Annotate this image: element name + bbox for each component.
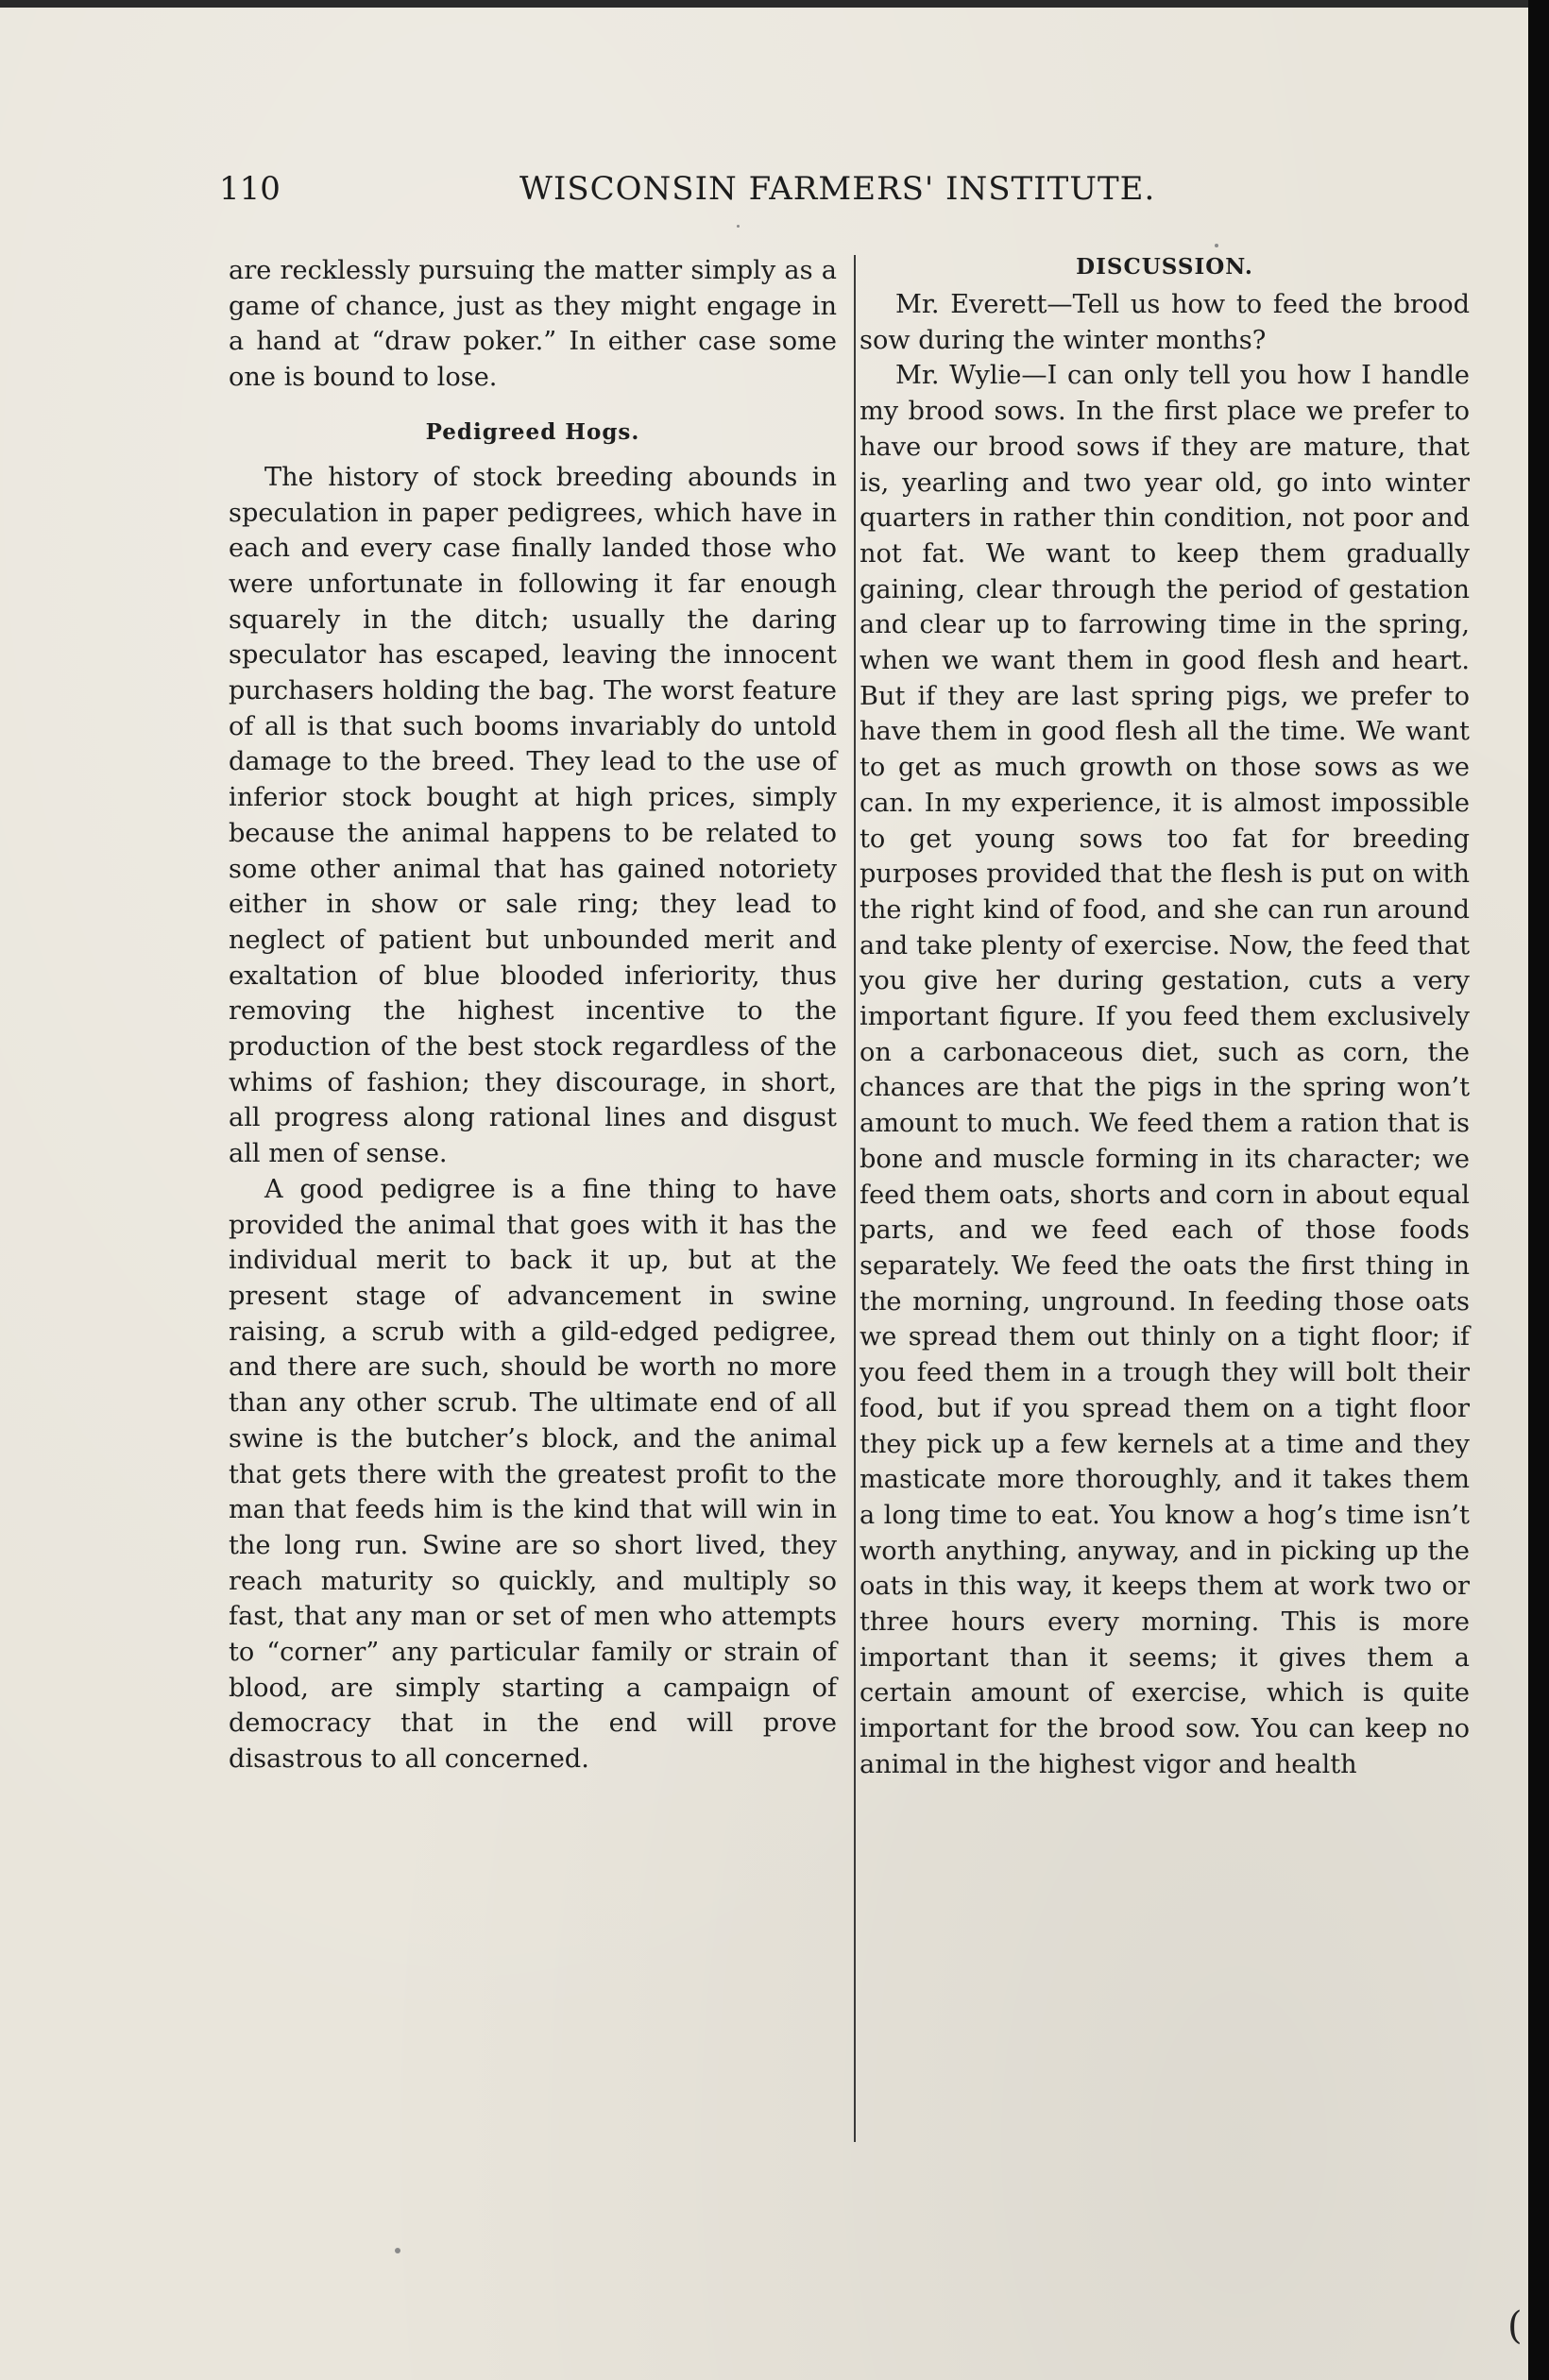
scan-top-border — [0, 0, 1549, 8]
page-header — [219, 161, 1188, 213]
paragraph-history: The history of stock breeding abounds in speculation in paper pedigrees, which have in each and every case finally landed those who were unfortunate in following it far enough squarely in the ditch; usually the daring speculator has escaped, leaving the innocent purchasers holding the bag. The worst feature of all is that such booms invariably do untold damage to the breed. They lead to the use of inferior stock bought at high prices, simply because the animal happens to be related to some other animal that has gained notoriety either in show or sale ring; they lead to neglect of patient but unbounded merit and exaltation of blue blooded inferiority, thus removing the highest incentive to the production of the best stock regardless of the whims of fashion; they discourage, in short, all progress along rational lines and disgust all men of sense. — [229, 462, 837, 1169]
paragraph-good-pedigree: A good pedigree is a fine thing to have provided the animal that goes with it has the individual merit to back it up, but at the present stage of advancement in swine raising, a scrub with a gild-edged pedigree, and there are such, should be worth no more than any other scrub. The ultimate end of all swine is the butcher’s block, and the animal that gets there with the greatest profit to the man that feeds him is the kind that will win in the long run. Swine are so short lived, they reach maturity so quickly, and multiply so fast, that any man or set of men who attempts to “corner” any particular family or strain of blood, are simply starting a campaign of democracy that in the end will prove disastrous to all concerned. — [229, 1174, 837, 1775]
left-column — [229, 253, 837, 1777]
scan-speck — [1215, 244, 1218, 247]
page-number: 110 — [219, 170, 281, 208]
scan-speck — [737, 225, 740, 228]
margin-mark-icon: ( — [1507, 2304, 1523, 2348]
scan-right-border — [1528, 0, 1549, 2380]
column-divider — [854, 255, 856, 2142]
section-heading-discussion: DISCUSSION. — [1076, 254, 1253, 280]
scan-speck — [395, 2248, 400, 2253]
paragraph-everett-question: Mr. Everett—Tell us how to feed the brood sow during the winter months? — [860, 290, 1470, 355]
paragraph-wylie-answer: Mr. Wylie—I can only tell you how I handle my brood sows. In the first place we prefer to have our brood sows if they are mature, that is, yearling and two year old, go into winter quarters in rather thin condition, not poor and not fat. We want to keep them gradually gaining, clear through the period of gestation and clear up to farrowing time in the spring, when we want them in good flesh and heart. But if they are last spring pigs, we prefer to have them in good flesh all the time. We want to get as much growth on those sows as we can. In my experience, it is almost impossible to get young sows too fat for breeding purposes provided that the flesh is put on with the right kind of food, and she can run around and take plenty of exercise. Now, the feed that you give her during gestation, cuts a very important figure. If you feed them exclusively on a carbonaceous diet, such as corn, the chances are that the pigs in the spring won’t amount to much. We feed them a ration that is bone and muscle forming in its character; we feed them oats, shorts and corn in about equal parts, and we feed each of those foods separately. We feed the oats the first thing in the morning, unground. In feeding those oats we spread them out thinly on a tight floor; if you feed them in a trough they will bolt their food, but if you spread them on a tight floor they pick up a few kernels at a time and they masticate more thoroughly, and it takes them a long time to eat. You know a hog’s time isn’t worth anything, anyway, and in picking up the oats in this way, it keeps them at work two or three hours every morning. This is more important than it seems; it gives them a certain amount of exercise, which is quite important for the brood sow. You can keep no animal in the highest vigor and health — [860, 361, 1470, 1779]
section-heading-pedigreed-hogs: Pedigreed Hogs. — [425, 418, 640, 445]
running-title: WISCONSIN FARMERS' INSTITUTE. — [519, 170, 1156, 208]
paragraph-continuation: are recklessly pursuing the matter simply as a game of chance, just as they might engage in a hand at “draw poker.” In either case some one is bound to lose. — [229, 256, 837, 393]
right-column — [860, 253, 1470, 1783]
